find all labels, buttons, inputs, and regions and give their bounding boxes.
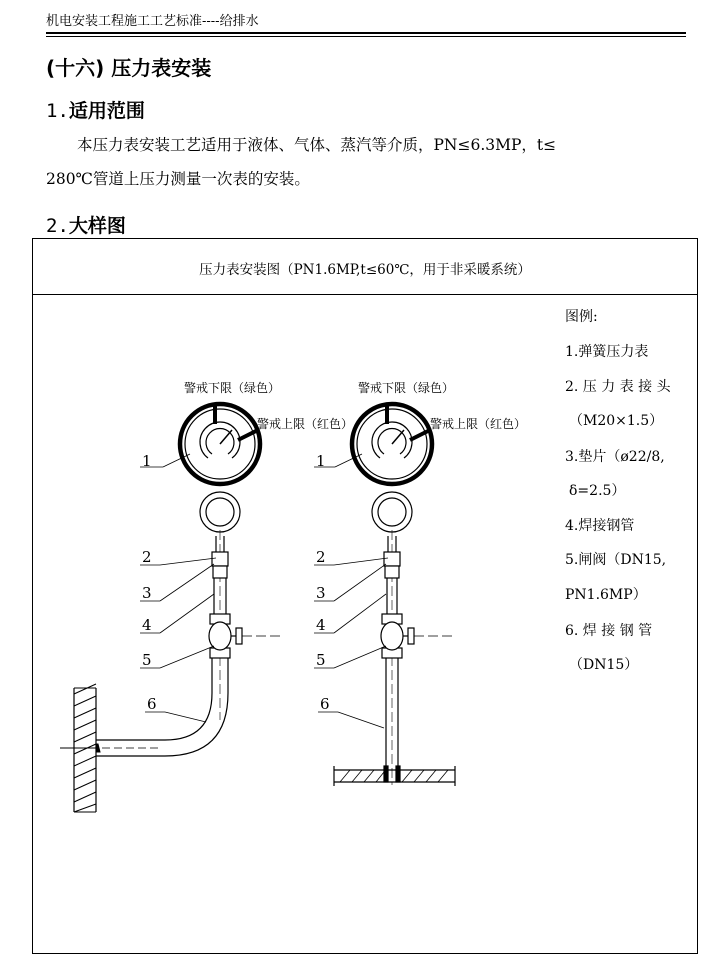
legend-item-5-detail: PN1.6MP） (565, 587, 647, 603)
left-upper-limit-label: 警戒上限（红色） (257, 417, 354, 431)
legend-item-2-detail: （M20×1.5） (569, 413, 664, 429)
legend-item-3-detail: δ=2.5） (569, 483, 626, 499)
left-lower-limit-label: 警戒下限（绿色） (184, 381, 281, 395)
subsection-2-title: 大样图 (68, 215, 126, 237)
right-floor (334, 766, 455, 786)
right-callout-2: 2 (316, 548, 326, 566)
right-assembly (314, 404, 455, 786)
left-callout-2: 2 (142, 548, 152, 566)
right-gate-valve (381, 614, 454, 658)
legend-item-3: 3.垫片（ø22/8, (565, 449, 665, 465)
legend-item-6: 6. 焊 接 钢 管 (565, 623, 653, 639)
left-pressure-gauge (180, 404, 260, 484)
left-siphon-ring (200, 492, 240, 532)
left-callout-4: 4 (142, 616, 152, 634)
left-callout-5: 5 (142, 651, 152, 669)
right-callout-5: 5 (316, 651, 326, 669)
header-text: 机电安装工程施工工艺标准----给排水 (46, 14, 259, 29)
left-callout-1: 1 (142, 452, 152, 470)
legend-item-5: 5.闸阀（DN15, (565, 552, 667, 568)
right-gauge-connector (384, 536, 400, 578)
right-callout-4: 4 (316, 616, 326, 634)
left-callout-3: 3 (142, 584, 152, 602)
legend-title: 图例: (565, 309, 598, 325)
left-assembly (60, 404, 282, 812)
legend-item-4: 4.焊接钢管 (565, 518, 635, 534)
legend-item-6-detail: （DN15） (569, 657, 639, 673)
scope-line-1: 本压力表安装工艺适用于液体、气体、蒸汽等介质，PN≤6.3MP，t≤ (77, 136, 557, 154)
left-gate-valve (209, 614, 282, 658)
right-callout-3: 3 (316, 584, 326, 602)
drawing-title: 压力表安装图（PN1.6MP,t≤60℃，用于非采暖系统） (33, 239, 697, 295)
right-siphon-ring (372, 492, 412, 532)
left-gauge-connector (212, 536, 228, 578)
right-pressure-gauge (352, 404, 432, 484)
right-upper-limit-label: 警戒上限（红色） (430, 417, 527, 431)
right-callout-1: 1 (316, 452, 326, 470)
legend-item-1: 1.弹簧压力表 (565, 344, 649, 360)
right-callout-6: 6 (320, 695, 330, 713)
right-lower-limit-label: 警戒下限（绿色） (358, 381, 455, 395)
legend-item-2: 2. 压 力 表 接 头 (565, 379, 671, 395)
subsection-2-number: 2. (46, 215, 69, 237)
callout-numbers (142, 452, 330, 713)
subsection-1-number: 1. (46, 100, 69, 122)
left-callout-6: 6 (147, 695, 157, 713)
scope-line-2: 280℃管道上压力测量一次表的安装。 (46, 170, 310, 188)
section-title: (十六) 压力表安装 (46, 56, 212, 80)
subsection-1-title: 适用范围 (68, 100, 145, 122)
